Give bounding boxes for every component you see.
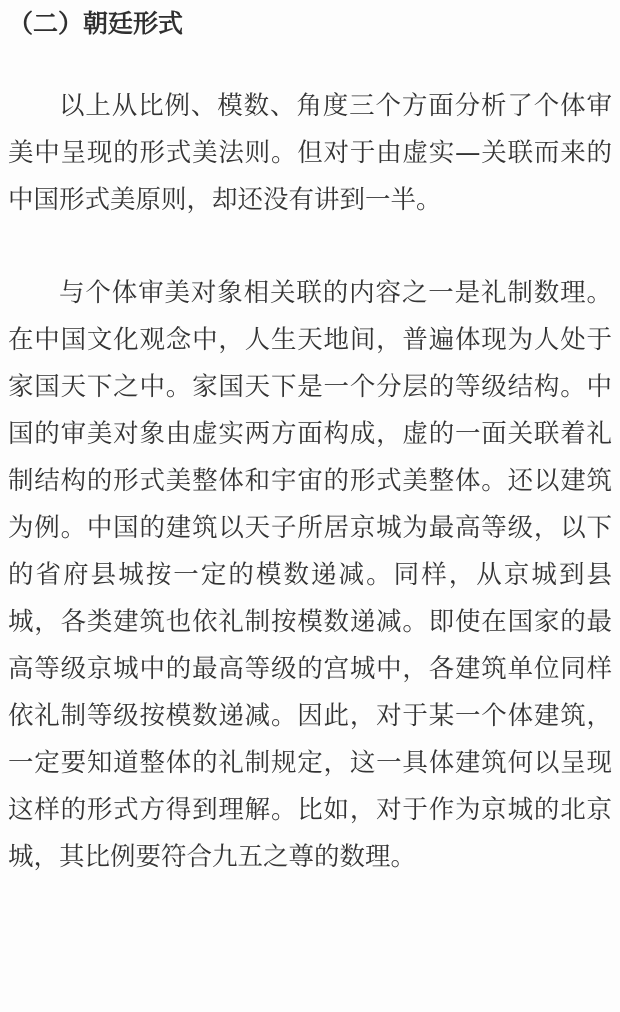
section-heading: （二）朝廷形式 — [8, 9, 184, 38]
paragraph-2: 与个体审美对象相关联的内容之一是礼制数理。在中国文化观念中，人生天地间，普遍体现为人处于家国天下之中。家国天下是一个分层的等级结构。中国的审美对象由虚实两方面构成，虚的一面关联着礼制结构的形式美整体和宇宙的形式美整体。还以建筑为例。中国的建筑以天子所居京城为最高等级，以下的省府县城按一定的模数递减。同样，从京城到县城，各类建筑也依礼制按模数递减。即使在国家的最高等级京城中的最高等级的宫城中，各建筑单位同样依礼制等级按模数递减。因此，对于某一个体建筑，一定要知道整体的礼制规定，这一具体建筑何以呈现这样的形式方得到理解。比如，对于作为京城的北京城，其比例要符合九五之尊的数理。 — [8, 278, 612, 872]
paragraph-1: 以上从比例、模数、角度三个方面分析了个体审美中呈现的形式美法则。但对于由虚实—关联而来的中国形式美原则，却还没有讲到一半。 — [8, 91, 612, 215]
